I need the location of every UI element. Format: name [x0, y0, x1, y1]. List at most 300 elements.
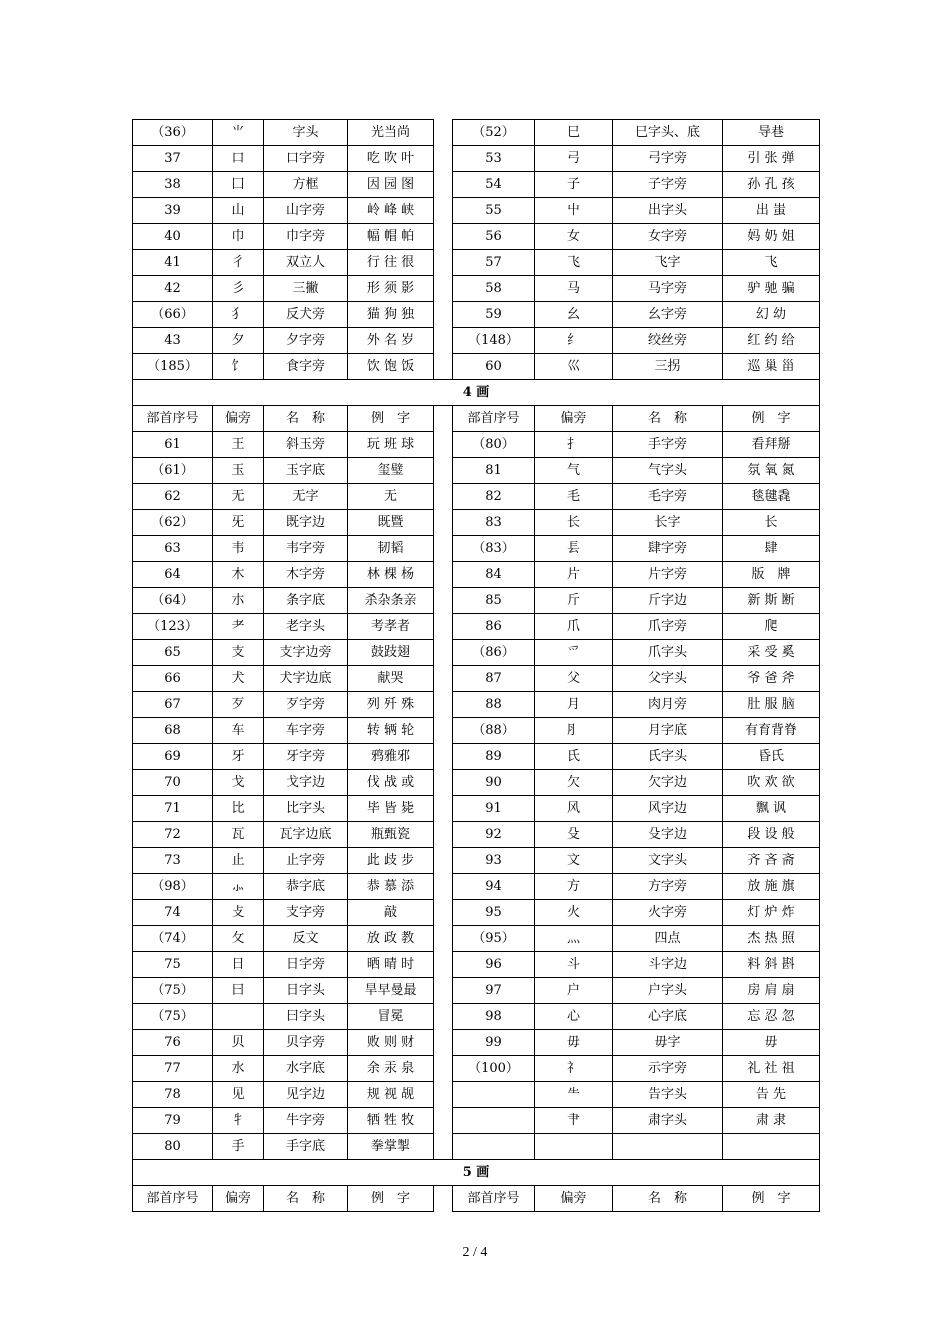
radical: 巛	[535, 354, 613, 380]
radical-name: 弓字旁	[613, 146, 723, 172]
radical: 巳	[535, 120, 613, 146]
example-chars: 鼓跂翅	[348, 640, 434, 666]
radical-name: 比字头	[264, 796, 348, 822]
radical-name: 手字旁	[613, 432, 723, 458]
radical: 手	[213, 1134, 264, 1160]
table-row	[133, 432, 820, 458]
example-chars: 猫 狗 独	[348, 302, 434, 328]
example-chars: 旱早曼最	[348, 978, 434, 1004]
column-gap	[434, 770, 453, 796]
example-chars: 采 受 奚	[723, 640, 820, 666]
table-row	[133, 588, 820, 614]
radical-number: 37	[133, 146, 213, 172]
radical: 女	[535, 224, 613, 250]
radical-table-body	[133, 120, 820, 1212]
table-row	[133, 172, 820, 198]
radical-name: 马字旁	[613, 276, 723, 302]
radical: 巾	[213, 224, 264, 250]
radical: 弓	[535, 146, 613, 172]
radical-name: 三撇	[264, 276, 348, 302]
column-header: 部首序号	[453, 406, 535, 432]
column-gap	[434, 1108, 453, 1134]
example-chars: 肃 隶	[723, 1108, 820, 1134]
radical-number: 71	[133, 796, 213, 822]
example-chars: 考孝者	[348, 614, 434, 640]
example-chars: 版 牌	[723, 562, 820, 588]
radical-name: 肉月旁	[613, 692, 723, 718]
radical: 玉	[213, 458, 264, 484]
header-row	[133, 406, 820, 432]
radical: 犭	[213, 302, 264, 328]
radical-name: 出字头	[613, 198, 723, 224]
example-chars: 肚 服 脑	[723, 692, 820, 718]
column-gap	[434, 614, 453, 640]
radical-number: 96	[453, 952, 535, 978]
radical: ⺗	[213, 874, 264, 900]
radical: 气	[535, 458, 613, 484]
column-gap	[434, 432, 453, 458]
radical-number: 85	[453, 588, 535, 614]
radical-number: 76	[133, 1030, 213, 1056]
radical: 屮	[535, 198, 613, 224]
radical-name: 恭字底	[264, 874, 348, 900]
radical	[535, 1134, 613, 1160]
radical: 片	[535, 562, 613, 588]
example-chars: 杰 热 照	[723, 926, 820, 952]
radical: 歹	[213, 692, 264, 718]
radical: 氏	[535, 744, 613, 770]
radical-name: 曰字头	[264, 1004, 348, 1030]
column-gap	[434, 302, 453, 328]
example-chars: 毋	[723, 1030, 820, 1056]
example-chars: 毕 皆 毙	[348, 796, 434, 822]
radical-number: （66）	[133, 302, 213, 328]
example-chars: 肆	[723, 536, 820, 562]
radical-number: 75	[133, 952, 213, 978]
example-chars: 吃 吹 叶	[348, 146, 434, 172]
column-header: 例 字	[723, 1186, 820, 1212]
column-gap	[434, 458, 453, 484]
radical-table	[132, 119, 820, 1212]
radical-number	[453, 1108, 535, 1134]
example-chars: 既暨	[348, 510, 434, 536]
radical-name: 毋字	[613, 1030, 723, 1056]
radical-name	[613, 1134, 723, 1160]
radical: 牜	[213, 1108, 264, 1134]
example-chars: 看拜掰	[723, 432, 820, 458]
column-header: 例 字	[348, 1186, 434, 1212]
radical: 欠	[535, 770, 613, 796]
example-chars: 放 政 教	[348, 926, 434, 952]
radical-name: 肃字头	[613, 1108, 723, 1134]
column-header: 名 称	[264, 1186, 348, 1212]
radical-number: 94	[453, 874, 535, 900]
radical: 风	[535, 796, 613, 822]
radical-number: （95）	[453, 926, 535, 952]
table-row	[133, 1082, 820, 1108]
column-gap	[434, 666, 453, 692]
radical: 攴	[213, 900, 264, 926]
radical-name: 贝字旁	[264, 1030, 348, 1056]
radical-number: 68	[133, 718, 213, 744]
radical-number: 42	[133, 276, 213, 302]
radical-number: （61）	[133, 458, 213, 484]
radical-name: 爪字头	[613, 640, 723, 666]
radical-name: 飞字	[613, 250, 723, 276]
radical: 木	[213, 562, 264, 588]
example-chars: 幅 帽 帕	[348, 224, 434, 250]
radical: 比	[213, 796, 264, 822]
radical-name: 牛字旁	[264, 1108, 348, 1134]
example-chars: 爬	[723, 614, 820, 640]
radical-name: 示字旁	[613, 1056, 723, 1082]
example-chars: 有育背脊	[723, 718, 820, 744]
column-gap	[434, 640, 453, 666]
column-gap	[434, 198, 453, 224]
radical-name: 食字旁	[264, 354, 348, 380]
table-row	[133, 666, 820, 692]
radical-number	[453, 1082, 535, 1108]
example-chars	[723, 1134, 820, 1160]
radical-number: 84	[453, 562, 535, 588]
table-row	[133, 770, 820, 796]
header-row	[133, 1186, 820, 1212]
radical: 无	[213, 484, 264, 510]
radical: 长	[535, 510, 613, 536]
radical-name: 戈字边	[264, 770, 348, 796]
radical-number: 66	[133, 666, 213, 692]
example-chars: 规 视 觇	[348, 1082, 434, 1108]
example-chars: 红 约 给	[723, 328, 820, 354]
example-chars: 韧韬	[348, 536, 434, 562]
example-chars: 因 园 图	[348, 172, 434, 198]
radical	[213, 1004, 264, 1030]
radical-name: 字头	[264, 120, 348, 146]
example-chars: 爷 爸 斧	[723, 666, 820, 692]
radical-number: （75）	[133, 1004, 213, 1030]
radical: 犬	[213, 666, 264, 692]
example-chars: 长	[723, 510, 820, 536]
example-chars: 飘 讽	[723, 796, 820, 822]
radical-number: （80）	[453, 432, 535, 458]
radical: ⺼	[535, 718, 613, 744]
radical: 饣	[213, 354, 264, 380]
radical-number: 97	[453, 978, 535, 1004]
table-row	[133, 952, 820, 978]
table-row	[133, 718, 820, 744]
example-chars: 氛 氧 氮	[723, 458, 820, 484]
example-chars: 岭 峰 峡	[348, 198, 434, 224]
radical-number: （62）	[133, 510, 213, 536]
example-chars: 牺 牲 牧	[348, 1108, 434, 1134]
radical: 攵	[213, 926, 264, 952]
radical: 朩	[213, 588, 264, 614]
radical-number: 80	[133, 1134, 213, 1160]
example-chars: 忘 忍 忽	[723, 1004, 820, 1030]
table-row	[133, 250, 820, 276]
example-chars: 列 歼 殊	[348, 692, 434, 718]
column-gap	[434, 276, 453, 302]
radical-number: 93	[453, 848, 535, 874]
table-row	[133, 224, 820, 250]
example-chars: 此 歧 步	[348, 848, 434, 874]
radical-name: 日字头	[264, 978, 348, 1004]
column-gap	[434, 848, 453, 874]
radical-name: 片字旁	[613, 562, 723, 588]
radical-number: 41	[133, 250, 213, 276]
radical-name: 幺字旁	[613, 302, 723, 328]
radical: 口	[213, 146, 264, 172]
example-chars: 引 张 弹	[723, 146, 820, 172]
table-row	[133, 614, 820, 640]
table-row	[133, 1004, 820, 1030]
radical: 肀	[535, 1108, 613, 1134]
radical-number: 99	[453, 1030, 535, 1056]
column-gap	[434, 328, 453, 354]
example-chars: 礼 社 祖	[723, 1056, 820, 1082]
radical-name: 月字底	[613, 718, 723, 744]
radical-name: 毛字旁	[613, 484, 723, 510]
column-header: 例 字	[348, 406, 434, 432]
radical: 旡	[213, 510, 264, 536]
radical-number: 87	[453, 666, 535, 692]
radical-name: 火字旁	[613, 900, 723, 926]
example-chars: 伐 战 或	[348, 770, 434, 796]
radical-name: 斤字边	[613, 588, 723, 614]
example-chars: 光当尚	[348, 120, 434, 146]
radical-number: 43	[133, 328, 213, 354]
example-chars: 驴 驰 骗	[723, 276, 820, 302]
column-header: 部首序号	[453, 1186, 535, 1212]
radical: 囗	[213, 172, 264, 198]
column-gap	[434, 874, 453, 900]
radical-name: 老字头	[264, 614, 348, 640]
example-chars: 新 斯 断	[723, 588, 820, 614]
radical: 月	[535, 692, 613, 718]
column-gap	[434, 926, 453, 952]
radical-name: 肆字旁	[613, 536, 723, 562]
radical: 毋	[535, 1030, 613, 1056]
table-row	[133, 328, 820, 354]
radical-name: 犬字边底	[264, 666, 348, 692]
radical-number: （74）	[133, 926, 213, 952]
column-gap	[434, 250, 453, 276]
radical: 山	[213, 198, 264, 224]
radical: 车	[213, 718, 264, 744]
radical: 彳	[213, 250, 264, 276]
column-gap	[434, 692, 453, 718]
radical-number: （98）	[133, 874, 213, 900]
radical-number: 72	[133, 822, 213, 848]
radical-number: 61	[133, 432, 213, 458]
radical-name: 斜玉旁	[264, 432, 348, 458]
radical-name: 四点	[613, 926, 723, 952]
radical: 文	[535, 848, 613, 874]
radical-name: 巳字头、底	[613, 120, 723, 146]
radical-name: 告字头	[613, 1082, 723, 1108]
radical: 爫	[535, 640, 613, 666]
radical: 日	[213, 952, 264, 978]
radical-number: 79	[133, 1108, 213, 1134]
radical-number: （100）	[453, 1056, 535, 1082]
radical-name: 绞丝旁	[613, 328, 723, 354]
radical-number: 39	[133, 198, 213, 224]
radical: 斤	[535, 588, 613, 614]
radical-number: （52）	[453, 120, 535, 146]
column-header: 偏旁	[213, 1186, 264, 1212]
example-chars: 敲	[348, 900, 434, 926]
radical-name: 无字	[264, 484, 348, 510]
radical: 王	[213, 432, 264, 458]
radical-name: 文字头	[613, 848, 723, 874]
example-chars: 转 辆 轮	[348, 718, 434, 744]
radical-name: 既字边	[264, 510, 348, 536]
radical: 父	[535, 666, 613, 692]
table-row	[133, 900, 820, 926]
example-chars: 晒 晴 时	[348, 952, 434, 978]
example-chars: 吹 欢 欲	[723, 770, 820, 796]
radical-number: 77	[133, 1056, 213, 1082]
column-gap	[434, 354, 453, 380]
radical: 戈	[213, 770, 264, 796]
radical-name: 反犬旁	[264, 302, 348, 328]
radical-name: 车字旁	[264, 718, 348, 744]
column-gap	[434, 952, 453, 978]
table-row	[133, 1134, 820, 1160]
table-row	[133, 822, 820, 848]
radical-name: 反文	[264, 926, 348, 952]
table-row	[133, 276, 820, 302]
radical-number: （148）	[453, 328, 535, 354]
table-row	[133, 640, 820, 666]
table-row	[133, 926, 820, 952]
radical-name: 支字旁	[264, 900, 348, 926]
radical: 韦	[213, 536, 264, 562]
radical: 斗	[535, 952, 613, 978]
section-title: 5 画	[133, 1160, 820, 1186]
column-gap	[434, 718, 453, 744]
column-header: 部首序号	[133, 406, 213, 432]
column-header: 偏旁	[213, 406, 264, 432]
column-gap	[434, 562, 453, 588]
radical-number: （185）	[133, 354, 213, 380]
radical-number: 73	[133, 848, 213, 874]
radical-number: 78	[133, 1082, 213, 1108]
example-chars: 导巷	[723, 120, 820, 146]
table-row	[133, 1108, 820, 1134]
column-gap	[434, 978, 453, 1004]
example-chars: 拳掌掣	[348, 1134, 434, 1160]
section-row	[133, 380, 820, 406]
column-gap	[434, 744, 453, 770]
radical-number: 56	[453, 224, 535, 250]
table-row	[133, 848, 820, 874]
radical-number: （88）	[453, 718, 535, 744]
example-chars: 献哭	[348, 666, 434, 692]
example-chars: 幻 幼	[723, 302, 820, 328]
radical-name: 日字旁	[264, 952, 348, 978]
table-row	[133, 536, 820, 562]
column-gap	[434, 406, 453, 432]
radical-name: 户字头	[613, 978, 723, 1004]
radical: 扌	[535, 432, 613, 458]
example-chars: 恭 慕 添	[348, 874, 434, 900]
table-row	[133, 562, 820, 588]
column-header: 名 称	[264, 406, 348, 432]
radical-number: 55	[453, 198, 535, 224]
example-chars: 饮 饱 饭	[348, 354, 434, 380]
radical-name: 歹字旁	[264, 692, 348, 718]
radical-number: 90	[453, 770, 535, 796]
table-row	[133, 510, 820, 536]
table-row	[133, 146, 820, 172]
radical-number: 62	[133, 484, 213, 510]
table-row	[133, 458, 820, 484]
radical-name: 夕字旁	[264, 328, 348, 354]
column-gap	[434, 796, 453, 822]
radical-name: 玉字底	[264, 458, 348, 484]
column-gap	[434, 1134, 453, 1160]
radical-name: 子字旁	[613, 172, 723, 198]
radical-name: 殳字边	[613, 822, 723, 848]
example-chars: 鸦雅邪	[348, 744, 434, 770]
example-chars: 玩 班 球	[348, 432, 434, 458]
radical-name: 木字旁	[264, 562, 348, 588]
table-row	[133, 1030, 820, 1056]
column-gap	[434, 1082, 453, 1108]
radical: 水	[213, 1056, 264, 1082]
radical-number: （75）	[133, 978, 213, 1004]
radical: 贝	[213, 1030, 264, 1056]
radical: 幺	[535, 302, 613, 328]
radical-number: 69	[133, 744, 213, 770]
radical: 火	[535, 900, 613, 926]
section-row	[133, 1160, 820, 1186]
radical-name: 三拐	[613, 354, 723, 380]
radical-number: （123）	[133, 614, 213, 640]
example-chars: 败 则 财	[348, 1030, 434, 1056]
radical: ⺧	[535, 1082, 613, 1108]
radical-name: 口字旁	[264, 146, 348, 172]
radical: 毛	[535, 484, 613, 510]
example-chars: 外 名 岁	[348, 328, 434, 354]
column-gap	[434, 146, 453, 172]
radical-number: 74	[133, 900, 213, 926]
radical-number: 57	[453, 250, 535, 276]
example-chars: 孙 孔 孩	[723, 172, 820, 198]
radical-name: 长字	[613, 510, 723, 536]
radical-name: 女字旁	[613, 224, 723, 250]
radical: 夕	[213, 328, 264, 354]
radical-name: 手字底	[264, 1134, 348, 1160]
radical: 户	[535, 978, 613, 1004]
radical-name: 巾字旁	[264, 224, 348, 250]
radical-name: 山字旁	[264, 198, 348, 224]
example-chars: 瓶甄瓷	[348, 822, 434, 848]
radical-name: 气字头	[613, 458, 723, 484]
radical-number: 95	[453, 900, 535, 926]
radical: 马	[535, 276, 613, 302]
radical: 耂	[213, 614, 264, 640]
table-row	[133, 484, 820, 510]
table-row	[133, 302, 820, 328]
radical-name: 瓦字边底	[264, 822, 348, 848]
radical: 殳	[535, 822, 613, 848]
radical-name: 条字底	[264, 588, 348, 614]
example-chars: 房 肩 扇	[723, 978, 820, 1004]
example-chars: 放 施 旗	[723, 874, 820, 900]
column-header: 偏旁	[535, 406, 613, 432]
